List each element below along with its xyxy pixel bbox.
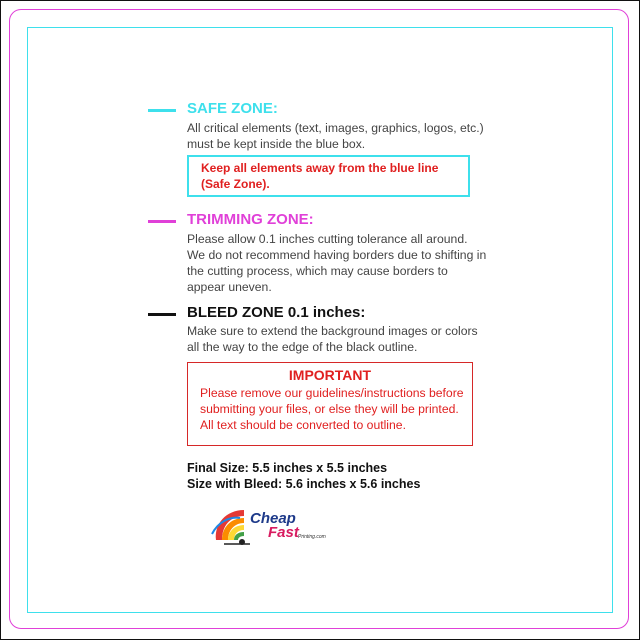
safe-callout-line-2: (Safe Zone).: [201, 177, 270, 191]
trimming-zone-marker: [148, 220, 176, 223]
important-line-2: submitting your files, or else they will be printed.: [200, 402, 459, 416]
important-line-3: All text should be converted to outline.: [200, 418, 406, 432]
logo-word-fast: Fast: [268, 524, 299, 541]
company-logo: [210, 502, 326, 550]
important-text: [200, 385, 464, 433]
trimming-zone-line-4: appear uneven.: [187, 280, 272, 294]
final-size: Final Size: 5.5 inches x 5.5 inches: [187, 461, 388, 475]
trimming-zone-text: [187, 231, 486, 295]
trimming-zone-line-2: We do not recommend having borders due to shifting in: [187, 248, 487, 262]
safe-zone-line-1: All critical elements (text, images, graphics, logos, etc.): [187, 121, 484, 135]
logo-word-cheap: Cheap: [250, 510, 296, 527]
bleed-zone-text: [187, 323, 478, 355]
trimming-zone-title: TRIMMING ZONE:: [187, 211, 314, 228]
important-title: IMPORTANT: [288, 367, 372, 383]
safe-zone-line-2: must be kept inside the blue box.: [187, 137, 366, 151]
bleed-zone-line-1: Make sure to extend the background images or colors: [187, 324, 478, 338]
bleed-size: Size with Bleed: 5.6 inches x 5.6 inches: [187, 477, 421, 491]
size-info: [187, 460, 420, 492]
safe-zone-text: [187, 120, 484, 152]
trimming-zone-line-1: Please allow 0.1 inches cutting tolerance all around.: [187, 232, 468, 246]
safe-zone-marker: [148, 109, 176, 112]
safe-zone-title: SAFE ZONE:: [187, 100, 278, 117]
important-box: [187, 362, 473, 446]
safe-callout-line-1: Keep all elements away from the blue line: [201, 161, 439, 175]
important-line-1: Please remove our guidelines/instructions before: [200, 386, 464, 400]
bleed-zone-line-2: all the way to the edge of the black outline.: [187, 340, 418, 354]
safe-zone-callout: [187, 155, 470, 197]
trimming-zone-line-3: the cutting process, which may cause borders to: [187, 264, 448, 278]
logo-word-printing: Printing.com: [298, 534, 326, 540]
bleed-zone-title: BLEED ZONE 0.1 inches:: [187, 304, 366, 321]
bleed-zone-marker: [148, 313, 176, 316]
